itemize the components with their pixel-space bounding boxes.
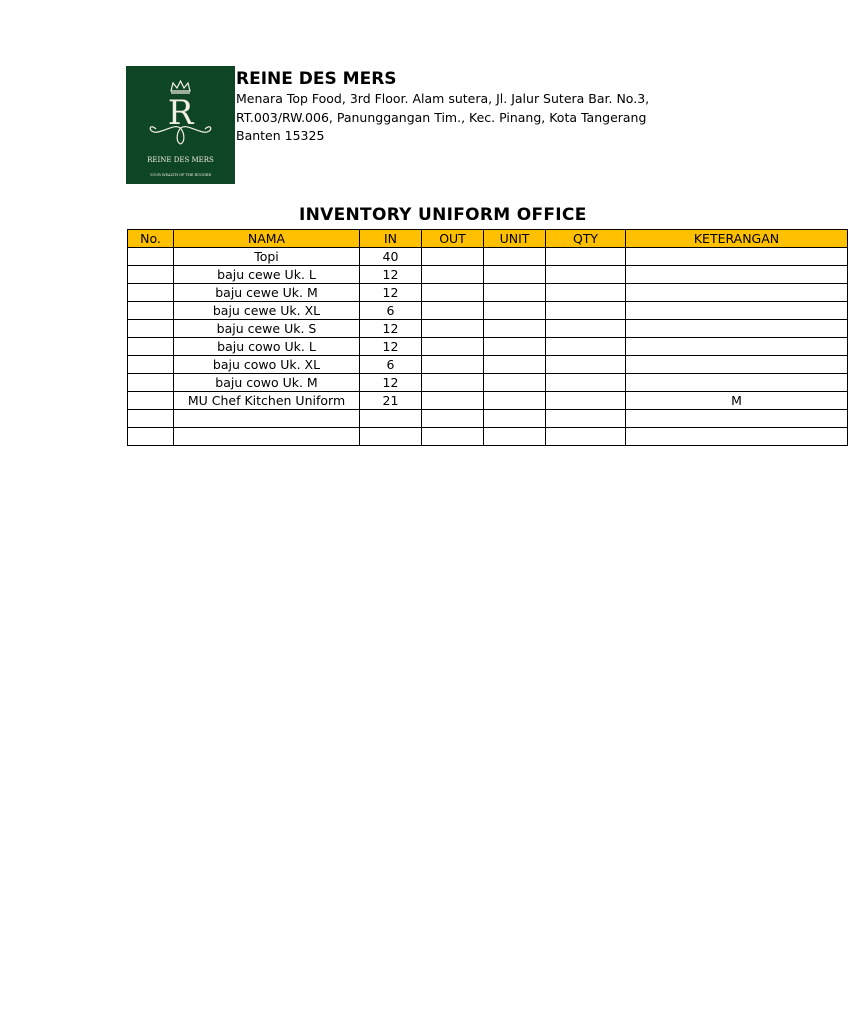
cell-nama[interactable]: baju cewe Uk. S (174, 320, 360, 338)
table-header-row (128, 230, 848, 248)
cell-in[interactable]: 12 (360, 284, 422, 302)
table-row (128, 410, 848, 428)
cell-no[interactable] (128, 338, 174, 356)
company-info (236, 68, 649, 146)
cell-out[interactable] (422, 338, 484, 356)
cell-keterangan[interactable] (626, 284, 848, 302)
cell-in[interactable]: 12 (360, 266, 422, 284)
cell-in[interactable]: 21 (360, 392, 422, 410)
cell-no[interactable] (128, 374, 174, 392)
cell-no[interactable] (128, 410, 174, 428)
cell-qty[interactable] (546, 248, 626, 266)
cell-out[interactable] (422, 392, 484, 410)
cell-qty[interactable] (546, 392, 626, 410)
cell-qty[interactable] (546, 284, 626, 302)
cell-unit[interactable] (484, 284, 546, 302)
cell-nama[interactable]: baju cewe Uk. L (174, 266, 360, 284)
cell-keterangan[interactable] (626, 428, 848, 446)
cell-nama[interactable]: baju cewe Uk. XL (174, 302, 360, 320)
cell-in[interactable] (360, 410, 422, 428)
table-row (128, 320, 848, 338)
cell-qty[interactable] (546, 338, 626, 356)
table-row (128, 374, 848, 392)
cell-out[interactable] (422, 248, 484, 266)
cell-in[interactable]: 6 (360, 356, 422, 374)
cell-keterangan[interactable] (626, 374, 848, 392)
table-row (128, 338, 848, 356)
cell-unit[interactable] (484, 356, 546, 374)
inventory-table-container (127, 229, 780, 450)
cell-unit[interactable] (484, 266, 546, 284)
cell-qty[interactable] (546, 356, 626, 374)
cell-nama[interactable]: baju cewe Uk. M (174, 284, 360, 302)
cell-qty[interactable] (546, 320, 626, 338)
company-name: REINE DES MERS (236, 69, 397, 89)
cell-unit[interactable] (484, 338, 546, 356)
cell-unit[interactable] (484, 392, 546, 410)
cell-qty[interactable] (546, 428, 626, 446)
document-title: INVENTORY UNIFORM OFFICE (299, 205, 587, 225)
cell-unit[interactable] (484, 428, 546, 446)
logo-tagline: YOUR WEALTH OF THE RUGGER (150, 173, 211, 177)
cell-no[interactable] (128, 266, 174, 284)
cell-keterangan[interactable] (626, 338, 848, 356)
cell-out[interactable] (422, 302, 484, 320)
table-row (128, 428, 848, 446)
cell-unit[interactable] (484, 410, 546, 428)
cell-unit[interactable] (484, 302, 546, 320)
cell-no[interactable] (128, 284, 174, 302)
cell-keterangan[interactable] (626, 266, 848, 284)
cell-out[interactable] (422, 428, 484, 446)
cell-nama[interactable]: baju cowo Uk. XL (174, 356, 360, 374)
col-header-in: IN (360, 230, 422, 248)
cell-keterangan[interactable] (626, 302, 848, 320)
cell-no[interactable] (128, 392, 174, 410)
cell-no[interactable] (128, 356, 174, 374)
col-header-nama: NAMA (174, 230, 360, 248)
table-row (128, 302, 848, 320)
cell-unit[interactable] (484, 320, 546, 338)
col-header-no: No. (128, 230, 174, 248)
address-line-2: RT.003/RW.006, Panunggangan Tim., Kec. Pinang, Kota Tangerang (236, 109, 647, 125)
cell-nama[interactable]: baju cowo Uk. M (174, 374, 360, 392)
cell-unit[interactable] (484, 374, 546, 392)
table-row (128, 248, 848, 266)
cell-keterangan[interactable]: M (626, 392, 848, 410)
cell-keterangan[interactable] (626, 248, 848, 266)
cell-in[interactable]: 40 (360, 248, 422, 266)
cell-keterangan[interactable] (626, 320, 848, 338)
col-header-keterangan: KETERANGAN (626, 230, 848, 248)
cell-nama[interactable]: Topi (174, 248, 360, 266)
cell-in[interactable] (360, 428, 422, 446)
cell-no[interactable] (128, 302, 174, 320)
cell-out[interactable] (422, 284, 484, 302)
cell-out[interactable] (422, 410, 484, 428)
table-row (128, 284, 848, 302)
cell-qty[interactable] (546, 266, 626, 284)
cell-in[interactable]: 6 (360, 302, 422, 320)
cell-out[interactable] (422, 356, 484, 374)
cell-nama[interactable]: MU Chef Kitchen Uniform (174, 392, 360, 410)
cell-in[interactable]: 12 (360, 320, 422, 338)
cell-out[interactable] (422, 266, 484, 284)
cell-in[interactable]: 12 (360, 374, 422, 392)
cell-out[interactable] (422, 320, 484, 338)
cell-unit[interactable] (484, 248, 546, 266)
cell-in[interactable]: 12 (360, 338, 422, 356)
cell-nama[interactable] (174, 428, 360, 446)
cell-nama[interactable] (174, 410, 360, 428)
company-logo (126, 66, 235, 184)
col-header-out: OUT (422, 230, 484, 248)
logo-letter: R (167, 93, 194, 133)
cell-qty[interactable] (546, 302, 626, 320)
address-line-3: Banten 15325 (236, 128, 325, 143)
inventory-table (127, 229, 848, 446)
table-row (128, 356, 848, 374)
col-header-qty: QTY (546, 230, 626, 248)
table-body (128, 248, 848, 446)
cell-keterangan[interactable] (626, 356, 848, 374)
table-row (128, 392, 848, 410)
cell-no[interactable] (128, 248, 174, 266)
table-row (128, 266, 848, 284)
cell-qty[interactable] (546, 374, 626, 392)
col-header-unit: UNIT (484, 230, 546, 248)
cell-nama[interactable]: baju cowo Uk. L (174, 338, 360, 356)
logo-text: REINE DES MERS (147, 156, 214, 164)
cell-qty[interactable] (546, 410, 626, 428)
cell-no[interactable] (128, 320, 174, 338)
cell-out[interactable] (422, 374, 484, 392)
cell-keterangan[interactable] (626, 410, 848, 428)
cell-no[interactable] (128, 428, 174, 446)
address-line-1: Menara Top Food, 3rd Floor. Alam sutera, Jl. Jalur Sutera Bar. No.3, (236, 91, 650, 106)
